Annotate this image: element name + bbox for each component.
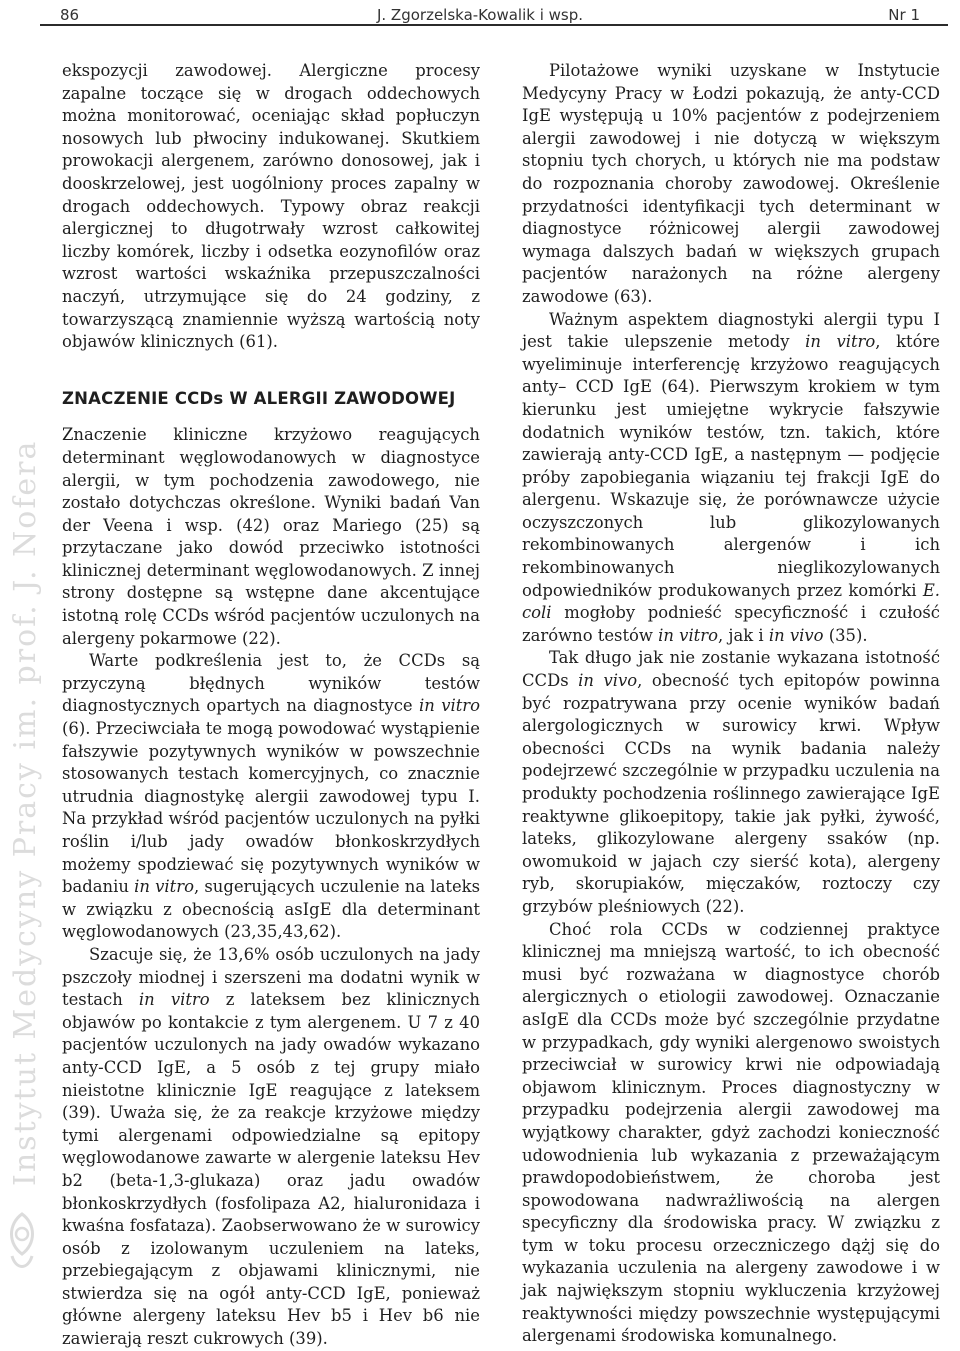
paragraph: Szacuje się, że 13,6% osób uczulonych na jady pszczoły miodnej i szerszeni ma dodatni wynik w testach in vitro z lateksem bez klinicznych objawów po kontakcie z tym alergenem. U 7 z 40 pacjentów uczulonych na jady owadów wykazano anty-CCD IgE, a 5 osób z tej grupy miało nieistotne klinicznie IgE reagujące z lateksem (39). Uważa się, że za reakcje krzyżowe między tymi alergenami odpowiedzialne są epitopy węglowodanowe zawarte w alergenie lateksu Hev b2 (beta-1,3-glukaza) oraz jadu owadów błonkoskrzydłych (fosfolipaza A2, hialuronidaza i kwaśna fosfataza). Zaobserwowano że w surowicy osób z izolowanym uczuleniem na lateks, przebiegającym z objawami klinicznymi, nie stwierdza się na ogół anty-CCD IgE, ponieważ główne alergeny lateksu Hev b5 i Hev b6 nie zawierają reszt cukrowych (39).: [62, 944, 480, 1349]
section-heading: ZNACZENIE CCDs W ALERGII ZAWODOWEJ: [62, 388, 456, 408]
paragraph: Znaczenie kliniczne krzyżowo reagujących determinant węglowodanowych w diagnostyce alergii, w tym pochodzenia zawodowego, nie zostało dotychczas określone. Wyniki badań Van der Veena i wsp. (42) oraz Mariego (25) są przytaczane jako dowód przeciwko istotności klinicznej determinant węglowodanowych. Z innej strony dostępne są wstępne dane akcentujące istotną rolę CCDs wśród pacjentów uczulonych na alergeny pokarmowe (22).: [62, 425, 480, 648]
paragraph: ekspozycji zawodowej. Alergiczne procesy zapalne toczące się w drogach oddechowych można monitorować, oceniając skład popłuczyn nosowych lub płwociny indukowanej. Skutkiem prowokacji alergenem, zarówno donosowej, jak i dooskrzelowej, jest uogólniony proces zapalny w drogach oddechowych. Typowy obraz reakcji alergicznej to długotrwały wzrost całkowitej liczby komórek, liczby i odsetka eozynofilów oraz wzrost wartości wskaźnika przepuszczalności naczyń, utrzymujące się do 24 godziny, z towarzyszącą znamiennie wyższą wartością noty objawów klinicznych (61).: [62, 61, 480, 352]
left-column: [62, 60, 480, 1351]
issue-number: Nr 1: [888, 6, 920, 24]
institute-watermark: Instytut Medycyny Pracy im. prof. J. Nofera: [8, 439, 43, 1186]
right-column: [522, 60, 940, 1348]
running-authors: J. Zgorzelska-Kowalik i wsp.: [376, 6, 584, 24]
running-header: [0, 0, 960, 40]
header-rule: [40, 24, 948, 26]
institute-seal-icon: [2, 1210, 42, 1280]
paragraph: Pilotażowe wyniki uzyskane w Instytucie Medycyny Pracy w Łodzi pokazują, że anty-CCD IgE występują u 10% pacjentów z podejrzeniem alergii zawodowej i nie dotyczą w większym stopniu tych chorych, u których nie ma podstaw do rozpoznania choroby zawodowej. Określenie przydatności identyfikacji tych determinant w diagnostyce różnicowej alergii zawodowej wymaga dalszych badań w większych grupach pacjentów narażonych na różne alergeny zawodowe (63).: [522, 61, 940, 306]
paragraph: Tak długo jak nie zostanie wykazana istotność CCDs in vivo, obecność tych epitopów powinna być rozpatrywana przy ocenie wyników badań alergologicznych w surowicy krwi. Wpływ obecności CCDs na wynik badania należy podejrzewć szczególnie w przypadku uczulenia na produkty pochodzenia roślinnego zawierające IgE reaktywne glikoepitopy, takie jak pyłki, żywość, lateks, glikozylowane alergeny ssaków (np. owomukoid w jajach czy sierść kota), alergeny ryb, skorupiaków, mięczaków, roztoczy czy grzybów pleśniowych (22).: [522, 648, 941, 916]
paragraph: Choć rola CCDs w codziennej praktyce klinicznej ma mniejszą wartość, to ich obecność musi być rozważana w diagnostyce chorób alergicznych o etiologii zawodowej. Oznaczanie asIgE dla CCDs może być szczególnie przydatne w przypadkach, gdy wyniki alergenowo swoistych przeciwciał w surowicy krwi nie odpowiadają objawom klinicznym. Proces diagnostyczny w przypadku podejrzenia alergii zawodowej ma wyjątkowy charakter, gdyż zachodzi konieczność udowodnienia lub wykazania z przeważającym prawdopodobieństwem, że choroba jest spowodowana nadwrażliwością na alergen specyficzny dla środowiska pracy. W związku z tym w toku procesu orzeczniczego dążj się do wykazania uczulenia na alergeny zawodowe i w jak największym stopniu wykluczenia krzyżowej reaktywności między powszechnie występującymi alergenami środowiska komunalnego.: [522, 919, 940, 1346]
paragraph: Warte podkreślenia jest to, że CCDs są przyczyną błędnych wyników testów diagnostycznych opartych na diagnostyce in vitro (6). Przeciwciała te mogą powodować wystąpienie fałszywie pozytywnych wyników w powszechnie stosowanych testach komercyjnych, co znacznie utrudnia diagnostykę alergii zawodowej typu I. Na przykład wśród pacjentów uczulonych na pyłki roślin i/lub jady owadów błonkoskrzydłych możemy spodziewać się pozytywnych wyników w badaniu in vitro, sugerujących uczulenie na lateks w związku z obecnością asIgE dla determinant węglowodanowych (23,35,43,62).: [62, 651, 480, 942]
paragraph: Ważnym aspektem diagnostyki alergii typu I jest takie ulepszenie metody in vitro, które wyeliminuje interferencję krzyżowo reagujących anty– CCD IgE (64). Pierwszym krokiem w tym kierunku jest umiejętne wykrycie fałszywie dodatnich wyników testów, tzn. takich, które zawierają anty-CCD IgE, a następnym — podjęcie próby zapobiegania wiązaniu tej frakcji IgE do alergenu. Wskazuje się, że porównawcze użycie oczyszczonych lub glikozylowanych rekombinowanych alergenów i ich rekombinowanych nieglikozylowanych odpowiedników produkowanych przez komórki E. coli mogłoby podnieść specyficzność i czułość zarówno testów in vitro, jak i in vivo (35).: [522, 309, 940, 645]
page-number: 86: [60, 6, 80, 24]
